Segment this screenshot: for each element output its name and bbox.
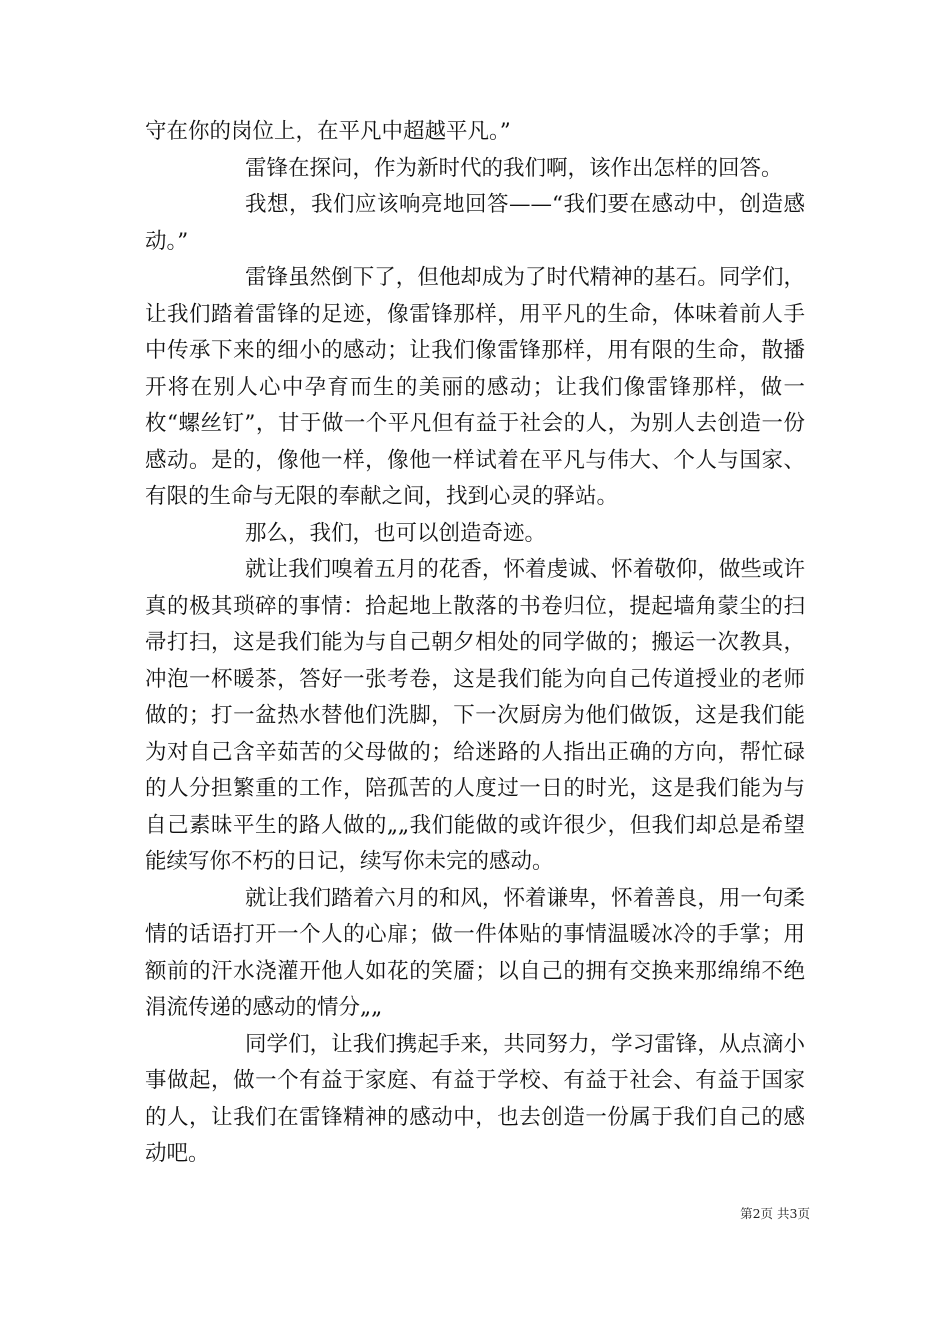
page-number-footer bbox=[700, 1204, 810, 1222]
total-page-number: 3 bbox=[789, 1206, 798, 1221]
footer-suffix: 页 bbox=[797, 1206, 810, 1221]
footer-middle: 页 共 bbox=[760, 1206, 790, 1221]
paragraph: 那么，我们，也可以创造奇迹。 bbox=[245, 520, 547, 546]
current-page-number: 2 bbox=[752, 1206, 761, 1221]
paragraph: 就让我们嗅着五月的花香，怀着虔诚、怀着敬仰，做些或许真的极其琐碎的事情：拾起地上散落的书卷归位，提起墙角蒙尘的扫帚打扫，这是我们能为与自己朝夕相处的同学做的；搬运一次教具，冲泡一杯暖茶，答好一张考卷，这是我们能为向自己传道授业的老师做的；打一盆热水替他们洗脚，下一次厨房为他们做饭，这是我们能为对自己含辛茹苦的父母做的；给迷路的人指出正确的方向，帮忙碌的人分担繁重的工作，陪孤苦的人度过一日的时光，这是我们能为与自己素昧平生的路人做的„„我们能做的或许很少，但我们却总是希望能续写你不朽的日记，续写你未完的感动。 bbox=[145, 557, 805, 874]
paragraph: 雷锋虽然倒下了，但他却成为了时代精神的基石。同学们，让我们踏着雷锋的足迹，像雷锋那样，用平凡的生命，体味着前人手中传承下来的细小的感动；让我们像雷锋那样，用有限的生命，散播开将在别人心中孕育而生的美丽的感动；让我们像雷锋那样，做一枚“螺丝钉”，甘于做一个平凡但有益于社会的人，为别人去创造一份感动。是的，像他一样，像他一样试着在平凡与伟大、个人与国家、有限的生命与无限的奉献之间，找到心灵的驿站。 bbox=[145, 265, 805, 509]
paragraph: 我想，我们应该响亮地回答——“我们要在感动中，创造感动。” bbox=[145, 192, 805, 254]
paragraph: 同学们，让我们携起手来，共同努力，学习雷锋，从点滴小事做起，做一个有益于家庭、有益于学校、有益于社会、有益于国家的人，让我们在雷锋精神的感动中，也去创造一份属于我们自己的感动吧。 bbox=[145, 1031, 805, 1166]
paragraph-continued: 守在你的岗位上，在平凡中超越平凡。” bbox=[145, 119, 511, 144]
paragraph: 雷锋在探问，作为新时代的我们啊，该作出怎样的回答。 bbox=[245, 155, 783, 181]
body-text bbox=[145, 114, 805, 1173]
paragraph: 就让我们踏着六月的和风，怀着谦卑，怀着善良，用一句柔情的话语打开一个人的心扉；做一件体贴的事情温暖冰冷的手掌；用额前的汗水浇灌开他人如花的笑靥；以自己的拥有交换来那绵绵不绝涓流传递的感动的情分„„ bbox=[145, 885, 805, 1020]
footer-prefix: 第 bbox=[740, 1206, 753, 1221]
